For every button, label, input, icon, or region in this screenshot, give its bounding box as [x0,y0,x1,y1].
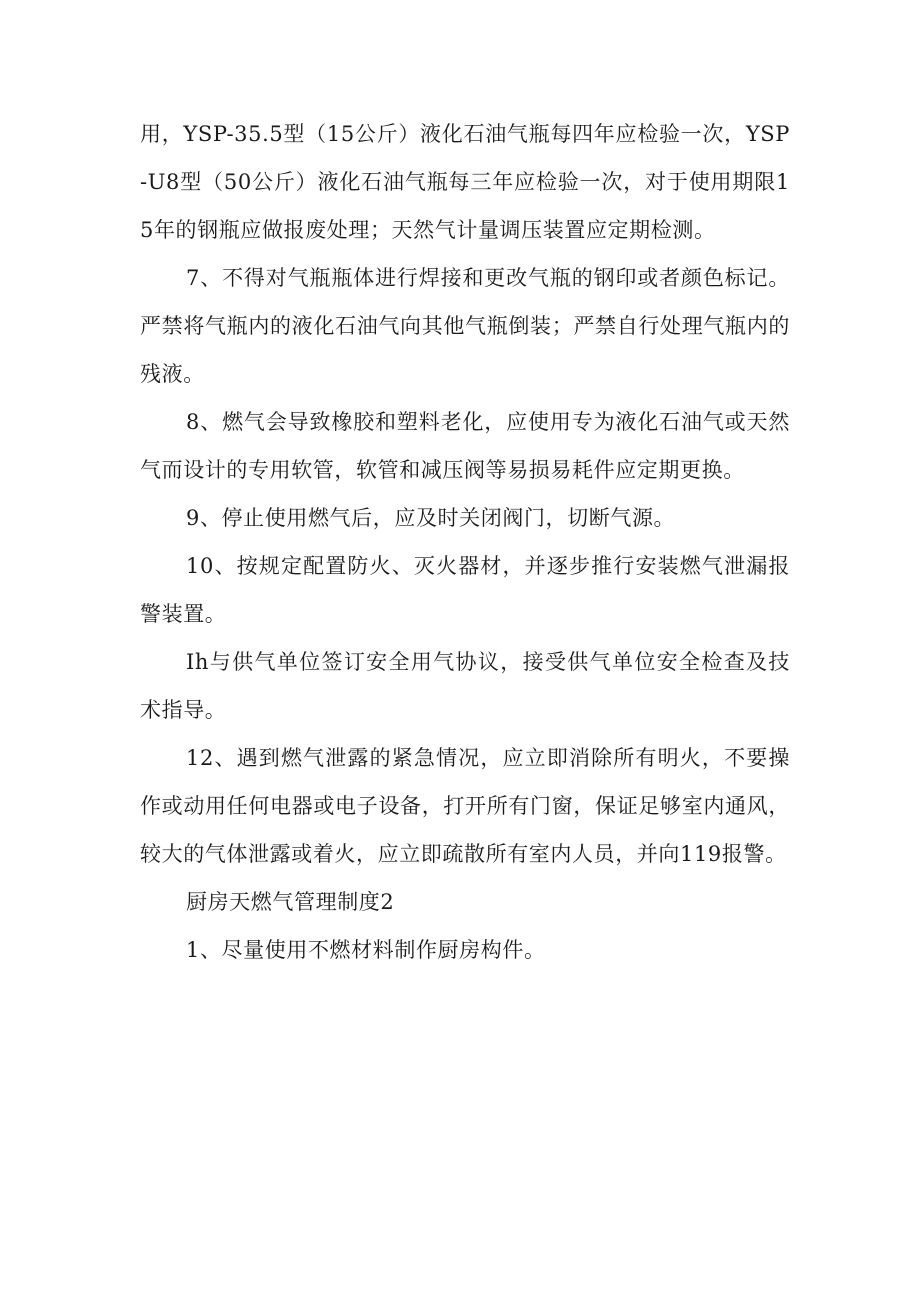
paragraph-continuation: 用，YSP-35.5型（15公斤）液化石油气瓶每四年应检验一次，YSP-U8型（50公斤）液化石油气瓶每三年应检验一次，对于使用期限15年的钢瓶应做报废处理；天然气计量调压装置应定期检测。 [140,122,790,242]
paragraph-item-12: 12、遇到燃气泄露的紧急情况，应立即消除所有明火，不要操作或动用任何电器或电子设备，打开所有门窗，保证足够室内通风，较大的气体泄露或着火，应立即疏散所有室内人员，并向119报警。 [140,746,790,866]
document-body [140,110,790,974]
paragraph-section2-item-1: 1、尽量使用不燃材料制作厨房构件。 [186,938,546,962]
paragraph-item-7: 7、不得对气瓶瓶体进行焊接和更改气瓶的钢印或者颜色标记。严禁将气瓶内的液化石油气向其他气瓶倒装；严禁自行处理气瓶内的残液。 [140,266,790,386]
paragraph-item-11: Ih与供气单位签订安全用气协议，接受供气单位安全检查及技术指导。 [140,650,790,722]
section-heading: 厨房天燃气管理制度2 [186,890,395,914]
paragraph-item-9: 9、停止使用燃气后，应及时关闭阀门，切断气源。 [186,506,676,530]
paragraph-item-8: 8、燃气会导致橡胶和塑料老化，应使用专为液化石油气或天然气而设计的专用软管，软管和减压阀等易损易耗件应定期更换。 [140,410,790,482]
paragraph-item-10: 10、按规定配置防火、灭火器材，并逐步推行安装燃气泄漏报警装置。 [140,554,790,626]
